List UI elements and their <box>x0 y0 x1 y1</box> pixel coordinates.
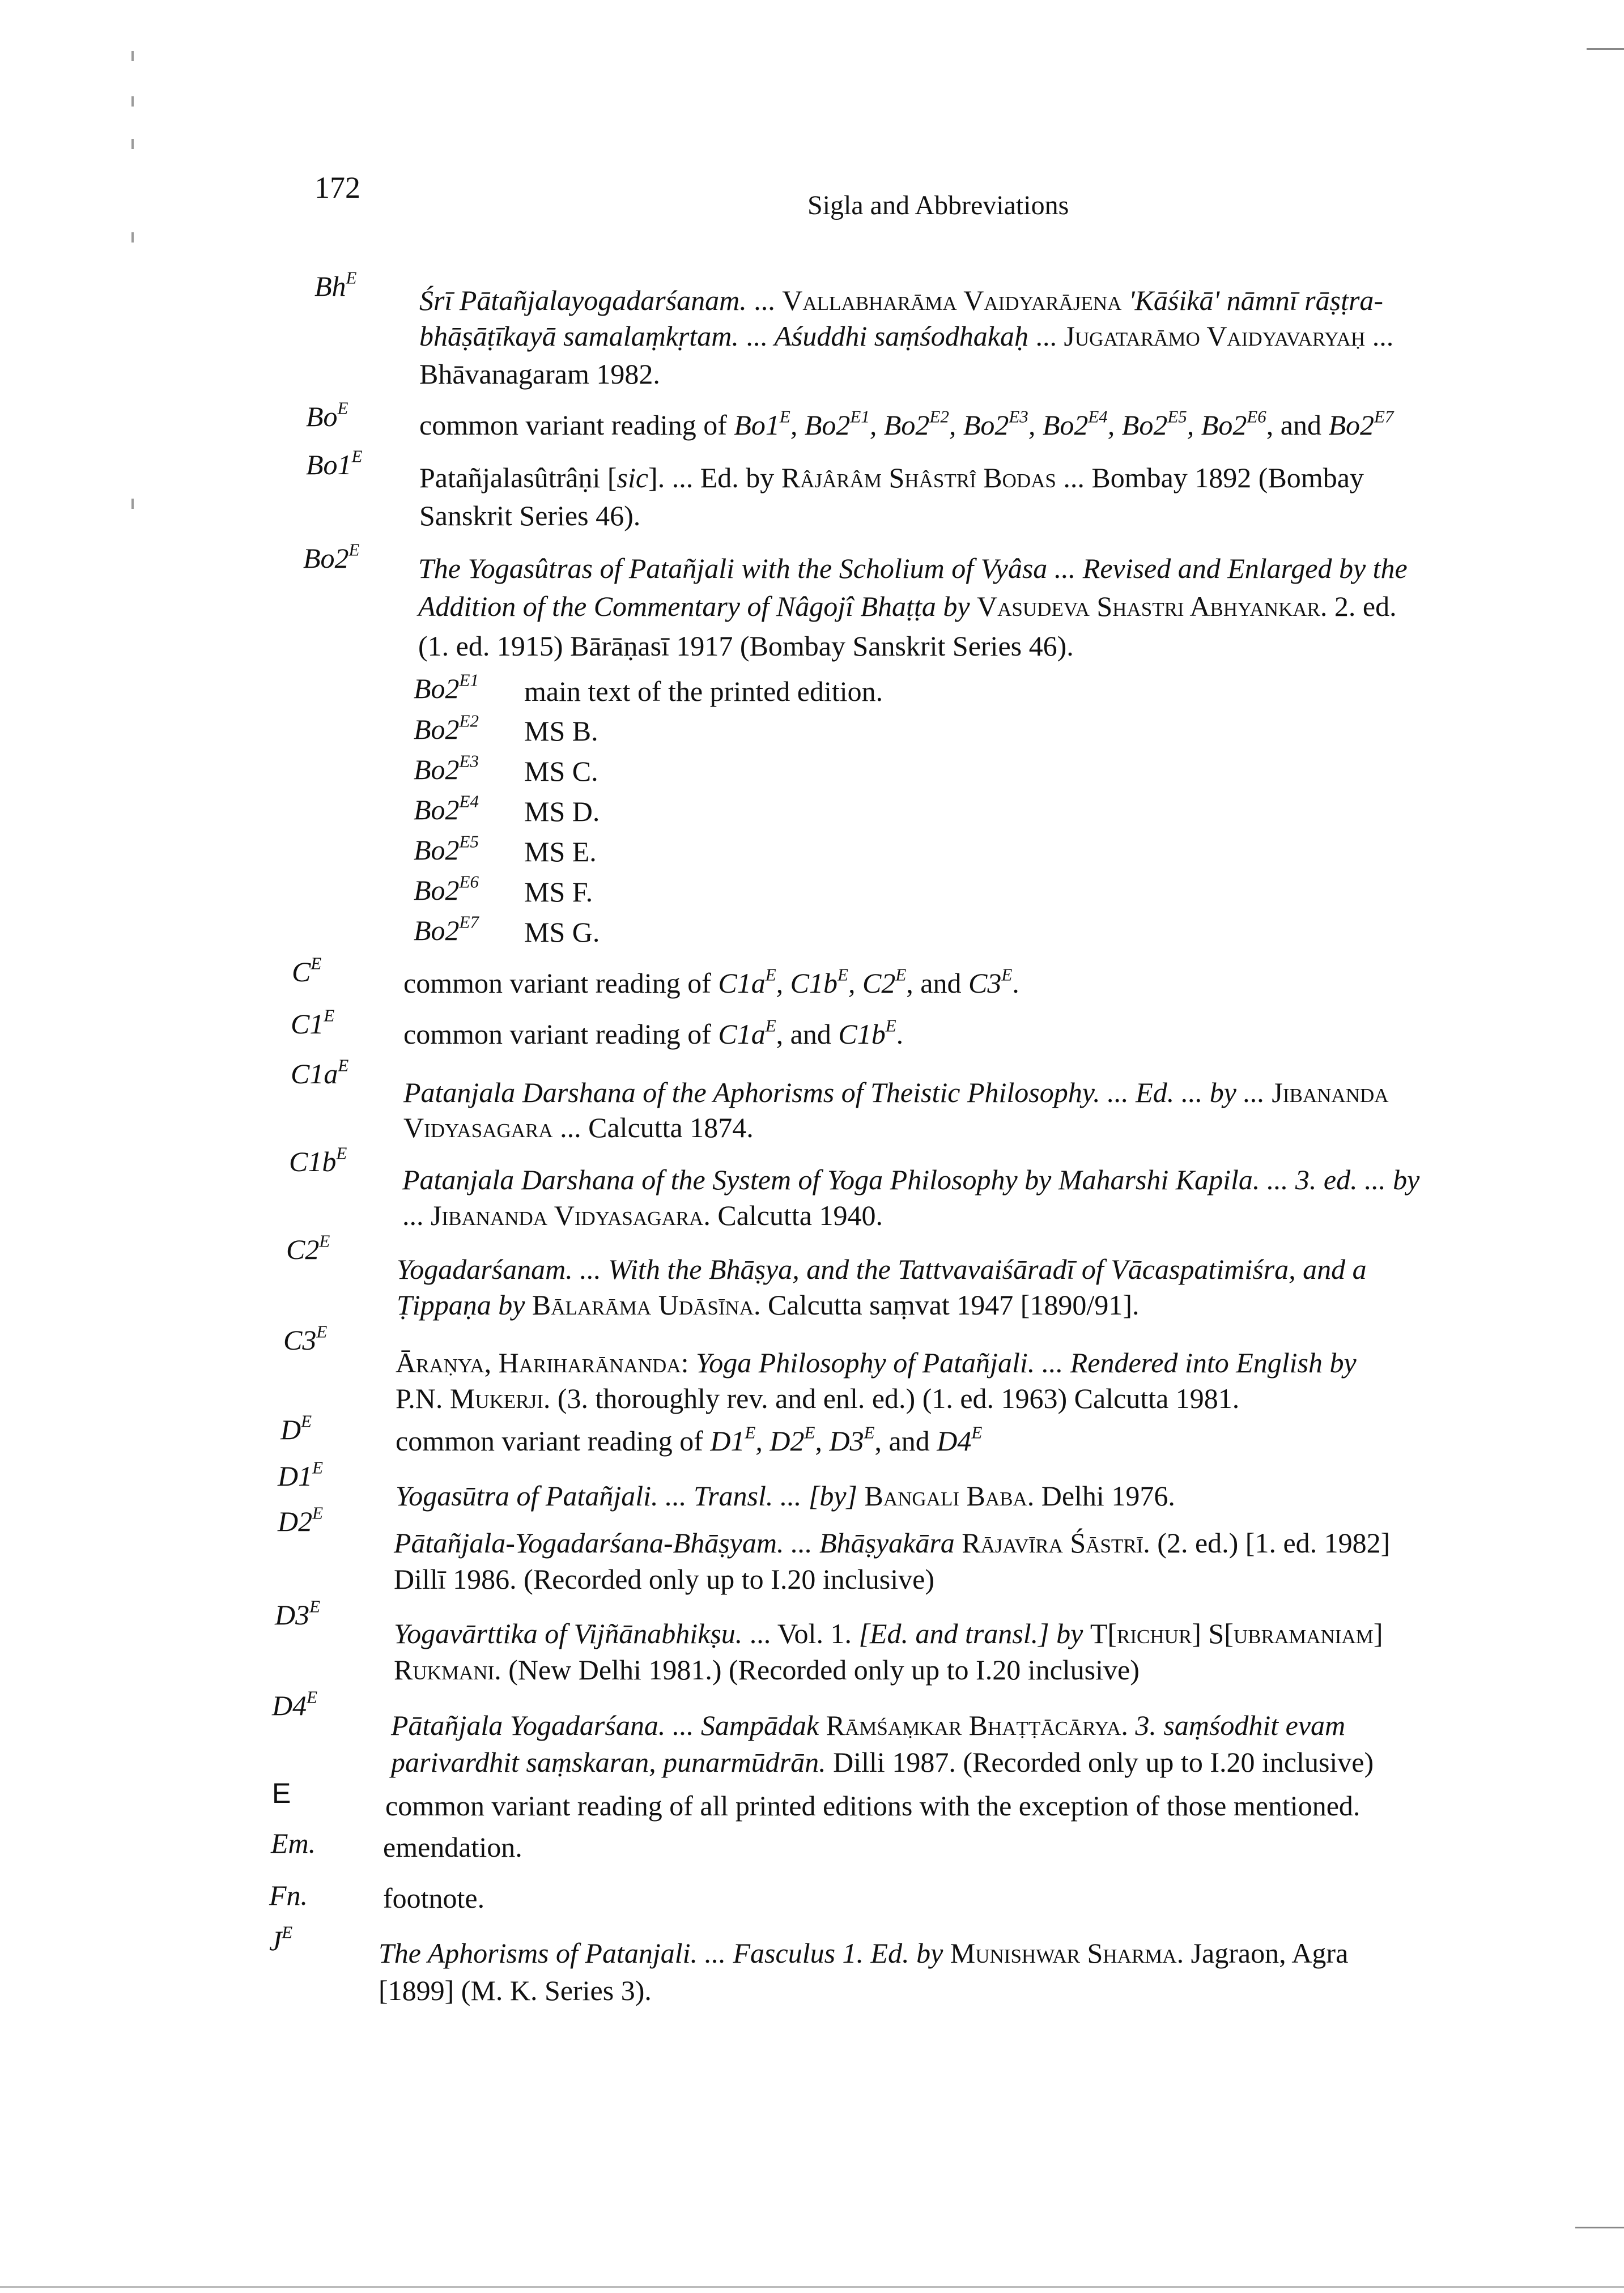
scan-edge-right <box>1575 2227 1624 2228</box>
scan-mark <box>131 139 134 149</box>
siglum-de: $D^E$ <box>280 1411 312 1445</box>
sub-siglum-bo2e5: $Bo2^{E5}$ <box>414 831 479 866</box>
entry-c1be-line-2: ... Jibananda Vidyasagara. Calcutta 1940. <box>402 1199 883 1231</box>
scan-mark <box>131 51 134 61</box>
scan-edge-bottom <box>0 2286 1624 2288</box>
scan-mark <box>131 499 134 509</box>
entry-d3e-line-1: Yogavārttika of Vijñānabhikṣu. ... Vol. 1. [Ed. and transl.] by T[richur] S[ubramaniam] <box>394 1618 1383 1649</box>
siglum-ce: $C^E$ <box>292 953 322 988</box>
entry-bhe-line-3: Bhāvanagaram 1982. <box>419 358 660 390</box>
sub-text-bo2e1: main text of the printed edition. <box>524 675 883 707</box>
entry-bo1e-line-1: Patañjalasûtrâṇi [sic]. ... Ed. by Râjârâm Shâstrî Bodas ... Bombay 1892 (Bombay <box>419 462 1364 494</box>
siglum-c1e: $C1^E$ <box>291 1005 335 1040</box>
entry-c3e-line-1: Āraṇya, Hariharānanda: Yoga Philosophy of Patañjali. ... Rendered into English by <box>396 1347 1357 1379</box>
entry-fn-line-1: footnote. <box>383 1882 485 1914</box>
siglum-c1ae: $C1a^E$ <box>291 1055 349 1090</box>
page-number: 172 <box>314 171 360 205</box>
siglum-d3e: $D3^E$ <box>275 1596 321 1631</box>
entry-ce-line-1: common variant reading of $C1a^E$, $C1b^E$, $C2^E$, and $C3^E$. <box>403 964 1019 999</box>
entry-c1be-line-1: Patanjala Darshana of the System of Yoga Philosophy by Maharshi Kapila. ... 3. ed. ... by <box>402 1164 1420 1196</box>
entry-de-line-1: common variant reading of $D1^E$, $D2^E$, $D3^E$, and $D4^E$ <box>396 1422 983 1457</box>
siglum-boe: $Bo^E$ <box>306 398 348 432</box>
siglum-d1e: $D1^E$ <box>278 1457 324 1492</box>
sub-text-bo2e3: MS C. <box>524 755 598 787</box>
sub-text-bo2e6: MS F. <box>524 876 593 908</box>
siglum-bhe: $Bh^E$ <box>314 267 357 302</box>
sub-siglum-bo2e1: $Bo2^{E1}$ <box>414 670 479 704</box>
siglum-bo1e: $Bo1^E$ <box>306 446 363 480</box>
entry-boe-line-1: common variant reading of $Bo1^E$, $Bo2^{E1}$, $Bo2^{E2}$, $Bo2^{E3}$, $Bo2^{E4}$, $Bo2^{E5}$, $Bo2^{E6}$, and $Bo2^{E7}$ <box>419 406 1394 441</box>
siglum-bo2e: $Bo2^E$ <box>303 539 360 574</box>
entry-e-line-1: common variant reading of all printed editions with the exception of those mentioned. <box>385 1790 1361 1822</box>
entry-bhe-line-2: bhāṣāṭīkayā samalaṃkṛtam. ... Aśuddhi saṃśodhakaḥ ... Jugatarāmo Vaidyavaryaḥ ... <box>419 320 1394 352</box>
entry-em-line-1: emendation. <box>383 1831 522 1863</box>
entry-je-line-2: [1899] (M. K. Series 3). <box>379 1975 652 2006</box>
siglum-fn: Fn. <box>269 1879 308 1911</box>
entry-d4e-line-2: parivardhit saṃskaran, punarmūdrān. Dilli 1987. (Recorded only up to I.20 inclusive) <box>391 1746 1374 1778</box>
sub-text-bo2e7: MS G. <box>524 916 600 948</box>
entry-d2e-line-1: Pātañjala-Yogadarśana-Bhāṣyam. ... Bhāṣyakāra Rājavīra Śāstrī. (2. ed.) [1. ed. 1982] <box>394 1527 1391 1559</box>
entry-bo2e-line-3: (1. ed. 1915) Bārāṇasī 1917 (Bombay Sanskrit Series 46). <box>418 630 1074 662</box>
entry-bo2e-line-2: Addition of the Commentary of Nâgojî Bhaṭṭa by Vasudeva Shastri Abhyankar. 2. ed. <box>418 590 1397 622</box>
entry-c1e-line-1: common variant reading of $C1a^E$, and $C1b^E$. <box>403 1015 904 1050</box>
entry-d4e-line-1: Pātañjala Yogadarśana. ... Sampādak Rāmśaṃkar Bhaṭṭācārya. 3. saṃśodhit evam <box>391 1709 1346 1741</box>
entry-d3e-line-2: Rukmani. (New Delhi 1981.) (Recorded only up to I.20 inclusive) <box>394 1654 1140 1686</box>
entry-c2e-line-2: Ṭippaṇa by Bālarāma Udāsīna. Calcutta saṃvat 1947 [1890/91]. <box>397 1289 1140 1321</box>
sub-siglum-bo2e6: $Bo2^{E6}$ <box>414 871 479 906</box>
entry-c1ae-line-1: Patanjala Darshana of the Aphorisms of Theistic Philosophy. ... Ed. ... by ... Jibananda <box>403 1077 1389 1108</box>
entry-d1e-line-1: Yogasūtra of Patañjali. ... Transl. ... [by] Bangali Baba. Delhi 1976. <box>396 1480 1175 1512</box>
entry-c1ae-line-2: Vidyasagara ... Calcutta 1874. <box>403 1112 754 1143</box>
siglum-em: Em. <box>271 1827 316 1859</box>
siglum-c1be: $C1b^E$ <box>289 1143 347 1177</box>
entry-c2e-line-1: Yogadarśanam. ... With the Bhāṣya, and the Tattvavaiśāradī of Vācaspatimiśra, and a <box>397 1253 1367 1285</box>
siglum-d2e: $D2^E$ <box>278 1503 324 1537</box>
entry-c3e-line-2: P.N. Mukerji. (3. thoroughly rev. and enl. ed.) (1. ed. 1963) Calcutta 1981. <box>396 1382 1240 1414</box>
entry-d2e-line-2: Dillī 1986. (Recorded only up to I.20 inclusive) <box>394 1563 935 1595</box>
running-head: Sigla and Abbreviations <box>807 190 1069 220</box>
sub-text-bo2e4: MS D. <box>524 795 600 827</box>
scan-mark <box>131 96 134 107</box>
siglum-e: E <box>272 1777 291 1809</box>
scan-mark <box>131 232 134 243</box>
scan-edge-top <box>1587 48 1624 50</box>
entry-je-line-1: The Aphorisms of Patanjali. ... Fasculus 1. Ed. by Munishwar Sharma. Jagraon, Agra <box>379 1937 1349 1969</box>
sub-siglum-bo2e7: $Bo2^{E7}$ <box>414 912 479 946</box>
bo2-sub-entries <box>414 669 1037 952</box>
entry-bhe-line-1: Śrī Pātañjalayogadarśanam. ... Vallabharāma Vaidyarājena 'Kāśikā' nāmnī rāṣṭra- <box>419 284 1384 316</box>
entry-bo1e-line-2: Sanskrit Series 46). <box>419 500 641 531</box>
sub-text-bo2e2: MS B. <box>524 715 598 747</box>
sub-siglum-bo2e4: $Bo2^{E4}$ <box>414 791 479 826</box>
siglum-je: $J^E$ <box>269 1922 293 1956</box>
siglum-d4e: $D4^E$ <box>272 1687 318 1721</box>
sub-siglum-bo2e3: $Bo2^{E3}$ <box>414 751 479 785</box>
siglum-c3e: $C3^E$ <box>283 1321 328 1356</box>
entry-bo2e-line-1: The Yogasûtras of Patañjali with the Scholium of Vyâsa ... Revised and Enlarged by the <box>418 552 1408 584</box>
sub-siglum-bo2e2: $Bo2^{E2}$ <box>414 711 479 745</box>
sub-text-bo2e5: MS E. <box>524 836 597 867</box>
siglum-c2e: $C2^E$ <box>286 1231 330 1265</box>
